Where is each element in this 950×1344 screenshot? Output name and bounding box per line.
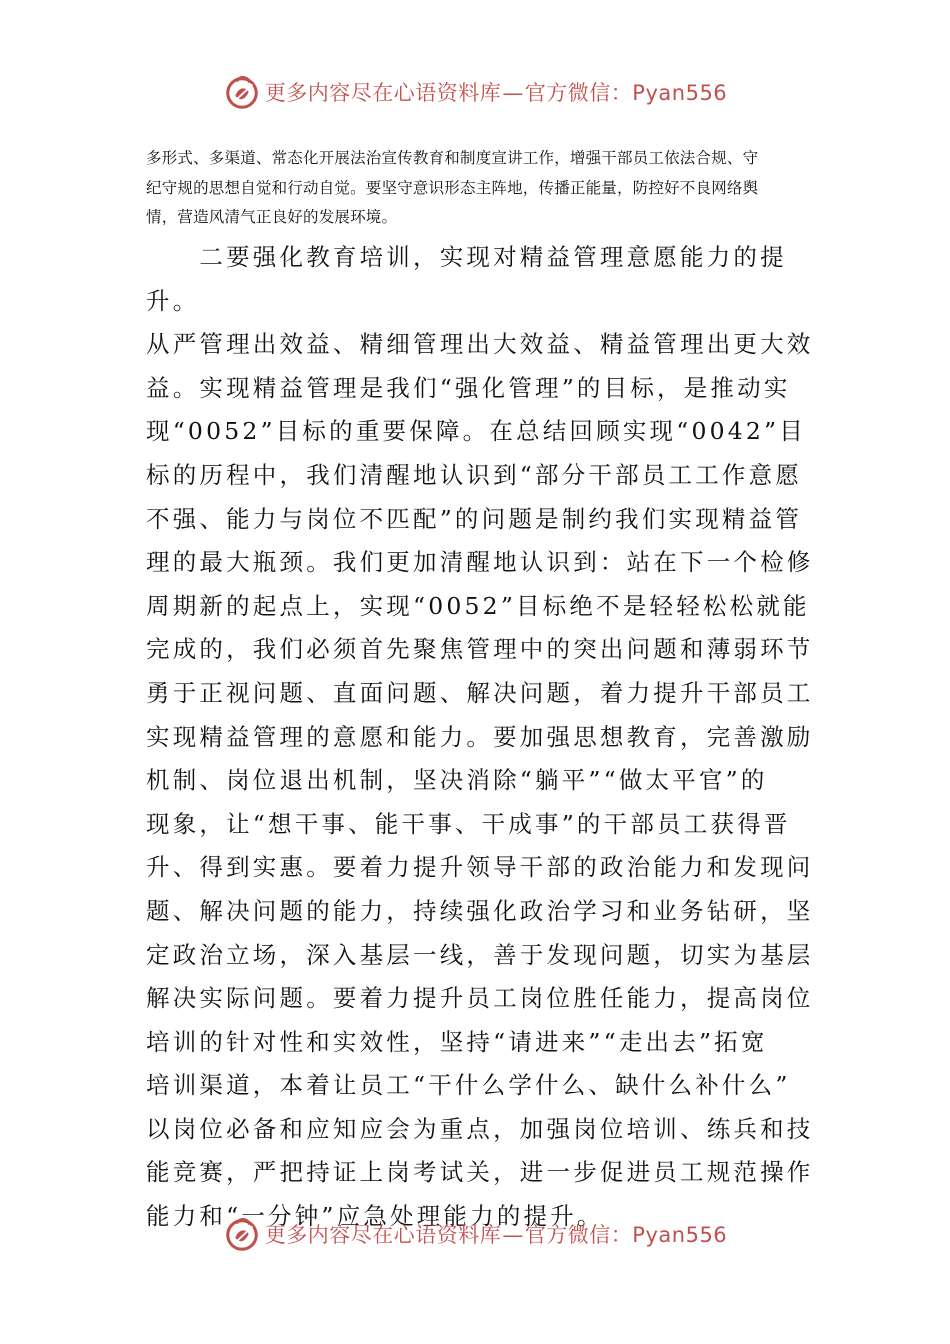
- watermark-text: [265, 77, 727, 107]
- watermark-contact: 官方微信：Pyan556: [524, 81, 728, 105]
- body-line: 现“0052”目标的重要保障。在总结回顾实现“0042”目: [146, 417, 806, 446]
- body-line: 题、解决问题的能力，持续强化政治学习和业务钻研，坚: [146, 896, 814, 925]
- footer-watermark: [0, 1212, 950, 1256]
- main-paragraph: [146, 236, 816, 1239]
- body-line: 实现精益管理的意愿和能力。要加强思想教育，完善激励: [146, 722, 814, 751]
- body-line: 定政治立场，深入基层一线，善于发现问题，切实为基层: [146, 940, 814, 969]
- intro-line: 多形式、多渠道、常态化开展法治宣传教育和制度宣讲工作，增强干部员工依法合规、守: [146, 149, 759, 167]
- body-line: 能竞赛，严把持证上岗考试关，进一步促进员工规范操作: [146, 1158, 814, 1187]
- body-line: 理的最大瓶颈。我们更加清醒地认识到：站在下一个检修: [146, 548, 814, 577]
- body-line: 机制、岗位退出机制，坚决消除“躺平”“做太平官”的: [146, 766, 768, 795]
- body-line: 以岗位必备和应知应会为重点，加强岗位培训、练兵和技: [146, 1114, 814, 1143]
- body-line: 从严管理出效益、精细管理出大效益、精益管理出更大效: [146, 330, 814, 359]
- watermark-main: 更多内容尽在心语资料库: [264, 81, 502, 105]
- body-line: 现象，让“想干事、能干事、干成事”的干部员工获得晋: [146, 809, 791, 838]
- watermark-contact: 官方微信：Pyan556: [524, 1223, 728, 1247]
- intro-line: 情，营造风清气正良好的发展环境。: [146, 208, 398, 226]
- intro-line: 纪守规的思想自觉和行动自觉。要坚守意识形态主阵地，传播正能量，防控好不良网络舆: [146, 178, 759, 197]
- brand-logo-icon: [223, 73, 261, 111]
- body-line: 标的历程中，我们清醒地认识到“部分干部员工工作意愿: [146, 460, 803, 489]
- watermark-text: [265, 1219, 727, 1249]
- watermark-separator: —: [502, 81, 524, 105]
- body-line: 完成的，我们必须首先聚焦管理中的突出问题和薄弱环节: [146, 635, 814, 664]
- body-line: 益。实现精益管理是我们“强化管理”的目标，是推动实: [146, 373, 791, 402]
- body-line: 二要强化教育培训，实现对精益管理意愿能力的提升。: [146, 243, 787, 315]
- brand-logo-icon: [223, 1215, 261, 1253]
- header-watermark: [0, 70, 950, 114]
- watermark-separator: —: [502, 1223, 524, 1247]
- watermark-main: 更多内容尽在心语资料库: [264, 1223, 502, 1247]
- body-line: 周期新的起点上，实现“0052”目标绝不是轻轻松松就能: [146, 591, 810, 620]
- body-line: 勇于正视问题、直面问题、解决问题，着力提升干部员工: [146, 678, 814, 707]
- body-line: 升、得到实惠。要着力提升领导干部的政治能力和发现问: [146, 853, 814, 882]
- body-line: 解决实际问题。要着力提升员工岗位胜任能力，提高岗位: [146, 984, 814, 1013]
- intro-paragraph: [146, 144, 806, 233]
- body-line: 培训渠道，本着让员工“干什么学什么、缺什么补什么”: [146, 1071, 791, 1100]
- body-line: 培训的针对性和实效性，坚持“请进来”“走出去”拓宽: [146, 1027, 768, 1056]
- body-line: 能力和“一分钟”应急处理能力的提升。: [146, 1202, 604, 1231]
- body-line: 不强、能力与岗位不匹配”的问题是制约我们实现精益管: [146, 504, 803, 533]
